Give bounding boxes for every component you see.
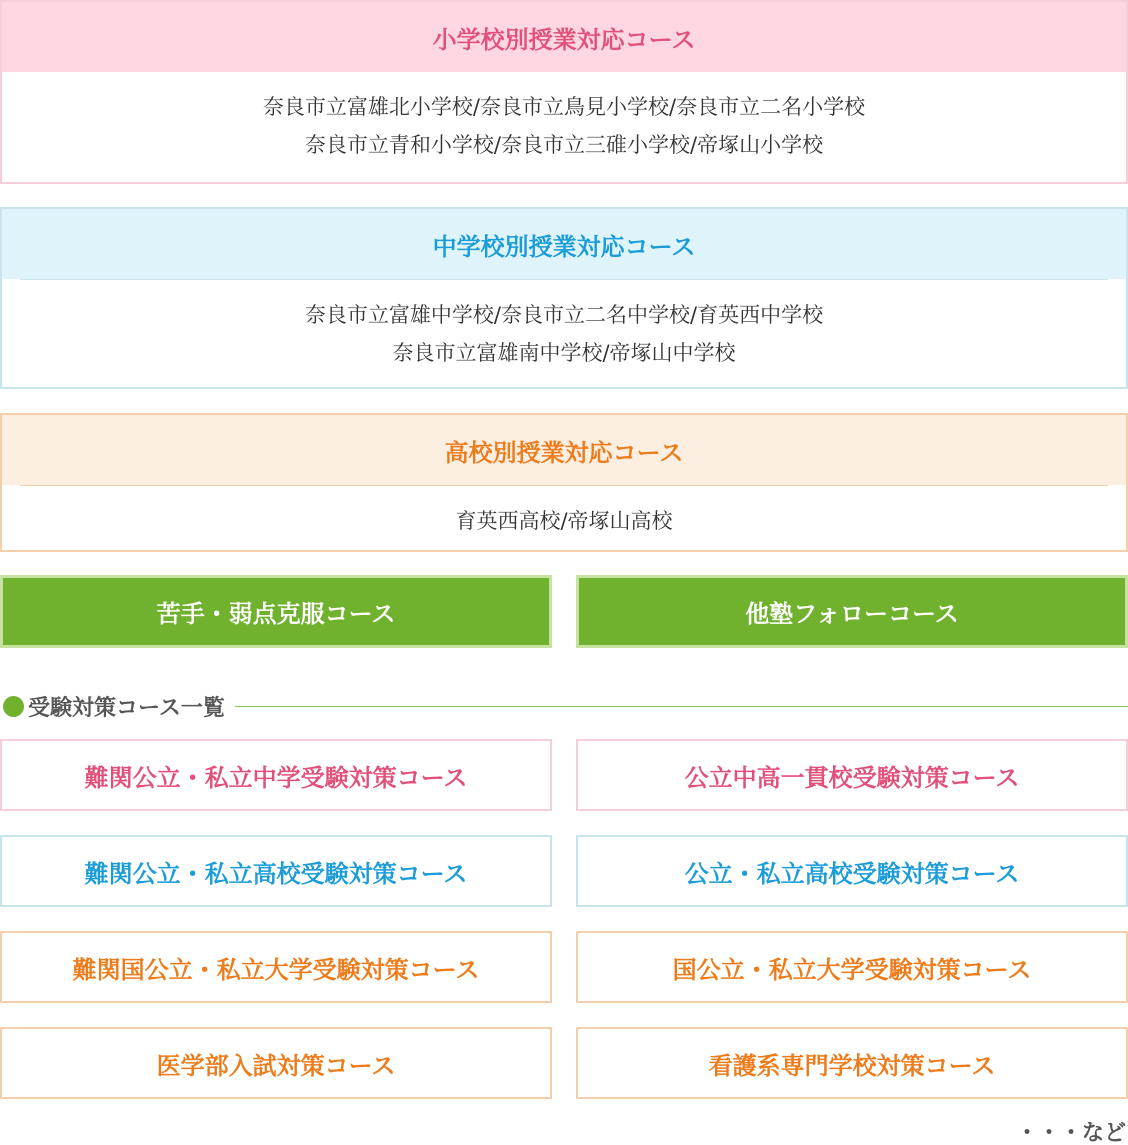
school-list-line: 育英西高校/帝塚山高校 <box>455 509 673 533</box>
exam-course-button[interactable]: 公立中高一貫校受験対策コース <box>576 739 1128 811</box>
elementary-course-panel <box>0 0 1128 184</box>
exam-course-button[interactable]: 難関公立・私立高校受験対策コース <box>0 835 552 907</box>
school-list-line: 奈良市立青和小学校/奈良市立三碓小学校/帝塚山小学校 <box>304 133 824 157</box>
school-list-line: 奈良市立富雄北小学校/奈良市立鳥見小学校/奈良市立二名小学校 <box>262 95 866 119</box>
divider <box>20 279 1108 280</box>
etc-note: ・・・など <box>1015 1121 1126 1145</box>
school-list-line: 奈良市立富雄中学校/奈良市立二名中学校/育英西中学校 <box>304 303 824 327</box>
exam-courses-title: 受験対策コース一覧 <box>28 695 225 721</box>
elementary-school-list <box>2 72 1126 164</box>
heading-rule <box>235 706 1128 707</box>
junior-high-school-list <box>2 279 1126 372</box>
exam-course-button[interactable]: 公立・私立高校受験対策コース <box>576 835 1128 907</box>
divider <box>20 485 1108 486</box>
exam-courses-heading <box>0 690 1128 722</box>
high-school-list <box>2 485 1126 540</box>
high-school-course-title: 高校別授業対応コース <box>2 415 1126 485</box>
other-juku-follow-course-button[interactable]: 他塾フォローコース <box>576 575 1128 648</box>
elementary-course-title: 小学校別授業対応コース <box>2 2 1126 72</box>
exam-course-button[interactable]: 難関国公立・私立大学受験対策コース <box>0 931 552 1003</box>
bullet-dot-icon <box>3 696 24 717</box>
weakness-course-button[interactable]: 苦手・弱点克服コース <box>0 575 552 648</box>
exam-course-button[interactable]: 国公立・私立大学受験対策コース <box>576 931 1128 1003</box>
exam-course-button[interactable]: 医学部入試対策コース <box>0 1027 552 1099</box>
exam-course-button[interactable]: 看護系専門学校対策コース <box>576 1027 1128 1099</box>
junior-high-course-title: 中学校別授業対応コース <box>2 209 1126 279</box>
junior-high-course-panel <box>0 207 1128 389</box>
high-school-course-panel <box>0 413 1128 552</box>
exam-course-button[interactable]: 難関公立・私立中学受験対策コース <box>0 739 552 811</box>
school-list-line: 奈良市立富雄南中学校/帝塚山中学校 <box>392 341 736 365</box>
